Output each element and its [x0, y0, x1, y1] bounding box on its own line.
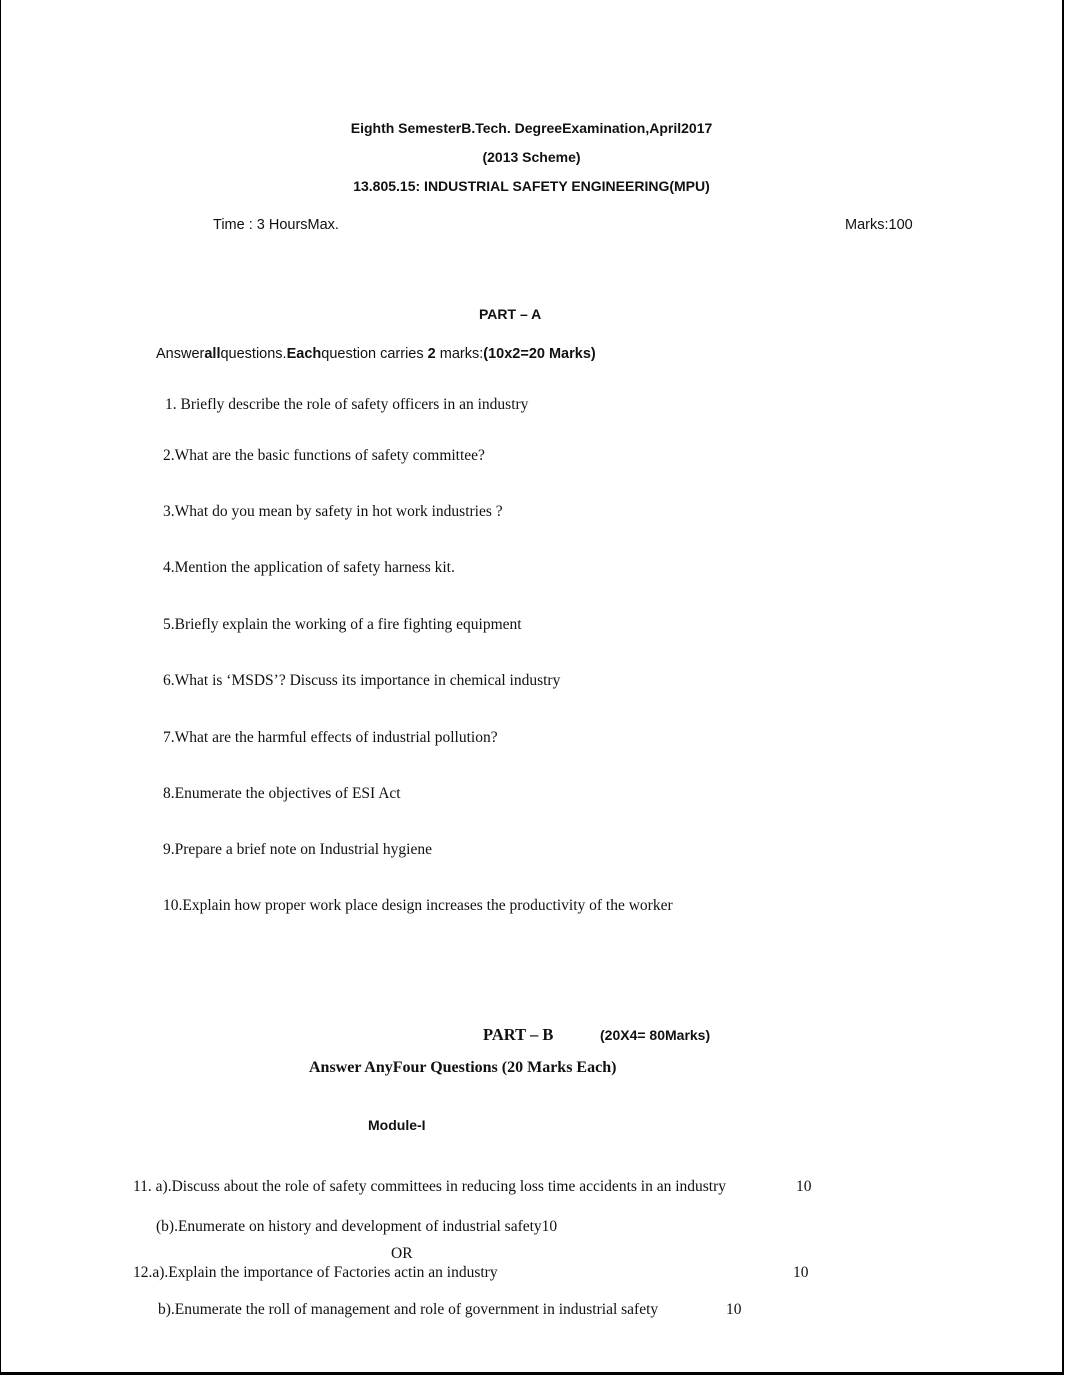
max-marks: Marks:100: [845, 217, 913, 233]
question-9: 9.Prepare a brief note on Industrial hygiene: [163, 841, 433, 858]
question-1: 1. Briefly describe the role of safety officers in an industry: [165, 396, 529, 413]
question-6: 6.What is ‘MSDS’? Discuss its importance in chemical industry: [163, 672, 561, 689]
question-11b: (b).Enumerate on history and development of industrial safety10: [156, 1218, 558, 1235]
part-b-instruction: Answer AnyFour Questions (20 Marks Each): [309, 1059, 617, 1076]
part-a-instruction: Answerallquestions.Eachquestion carries 2 marks:(10x2=20 Marks): [156, 346, 596, 362]
question-5: 5.Briefly explain the working of a fire fighting equipment: [163, 616, 522, 633]
part-b-title: PART – B: [483, 1025, 554, 1044]
question-2: 2.What are the basic functions of safety committee?: [163, 447, 485, 464]
question-12b: b).Enumerate the roll of management and role of government in industrial safety: [158, 1301, 659, 1318]
question-11a-marks: 10: [796, 1178, 812, 1195]
part-a-title: PART – A: [479, 306, 542, 322]
question-12b-marks: 10: [726, 1301, 742, 1318]
time-label: Time : 3 HoursMax.: [213, 217, 339, 233]
question-3: 3.What do you mean by safety in hot work industries ?: [163, 503, 503, 520]
question-7: 7.What are the harmful effects of industrial pollution?: [163, 729, 498, 746]
question-11a: 11. a).Discuss about the role of safety committees in reducing loss time accidents in an industry: [133, 1178, 727, 1195]
course-title: 13.805.15: INDUSTRIAL SAFETY ENGINEERING(MPU): [353, 178, 710, 194]
scheme: (2013 Scheme): [482, 149, 581, 165]
part-b-marks: (20X4= 80Marks): [600, 1027, 711, 1043]
question-8: 8.Enumerate the objectives of ESI Act: [163, 785, 401, 802]
or-separator: OR: [391, 1245, 413, 1262]
question-10: 10.Explain how proper work place design increases the productivity of the worker: [163, 897, 673, 914]
exam-title: Eighth SemesterB.Tech. DegreeExamination,April2017: [350, 120, 713, 136]
question-12a-marks: 10: [793, 1264, 809, 1281]
question-12a: 12.a).Explain the importance of Factories actin an industry: [133, 1264, 498, 1281]
question-4: 4.Mention the application of safety harness kit.: [163, 559, 455, 576]
module-heading: Module-I: [368, 1117, 426, 1133]
